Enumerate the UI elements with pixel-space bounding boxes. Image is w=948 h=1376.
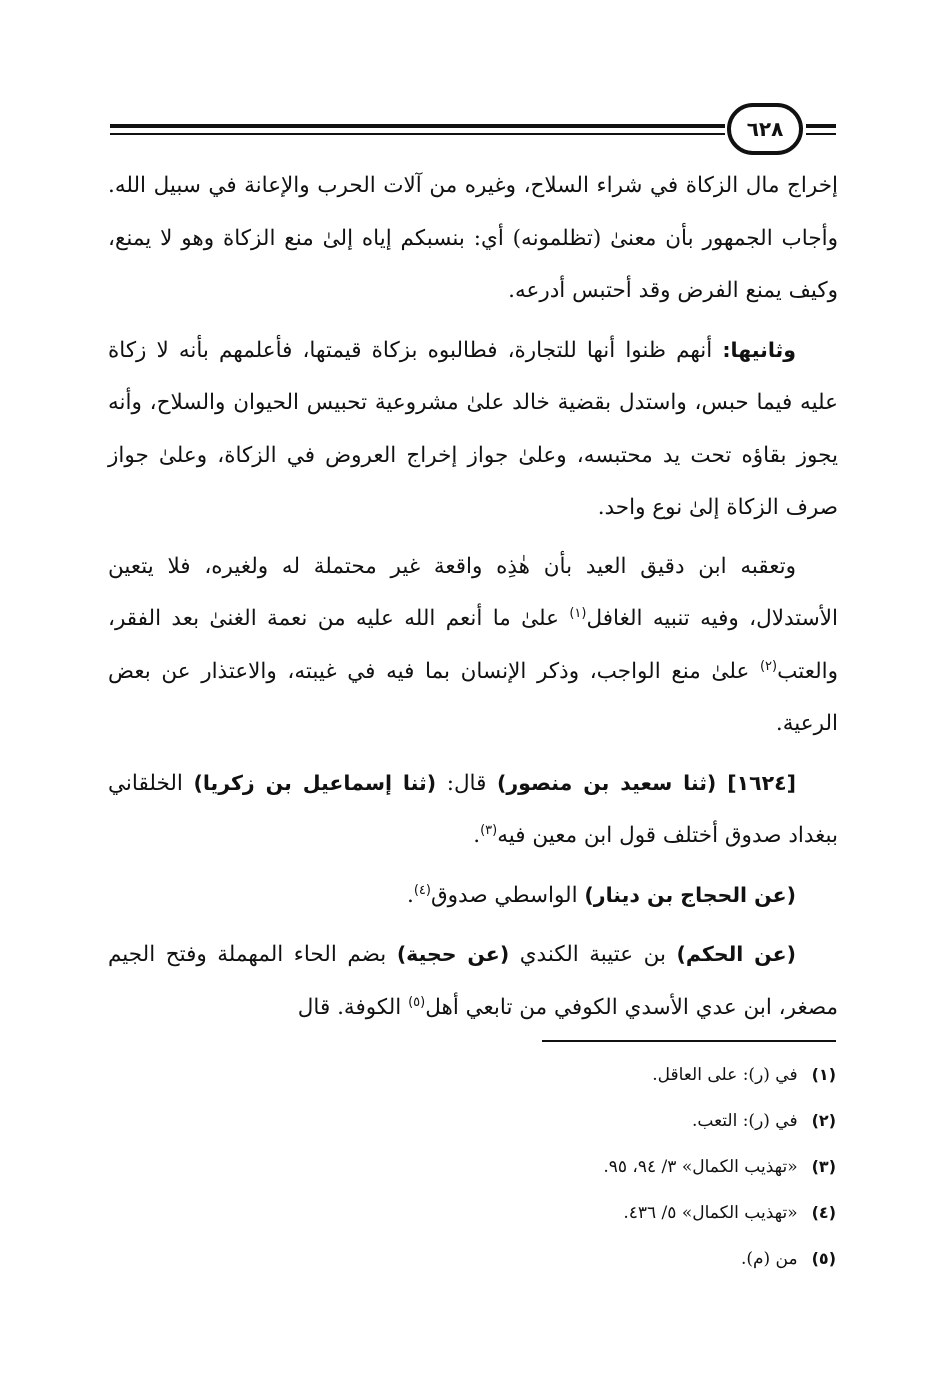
paragraph-3 xyxy=(108,541,838,751)
footnote-ref-3[interactable]: (٣) xyxy=(480,822,498,838)
paragraph-5 xyxy=(108,869,838,923)
narrator-hujayya: (عن حجية) xyxy=(396,942,510,966)
paragraph-1-text: إخراج مال الزكاة في شراء السلاح، وغيره من آلات الحرب والإعانة في سبيل الله. وأجاب الجمهور بأن معنىٰ (تظلمونه) أي: بنسبكم إياه إلىٰ منع الزكاة وهو لا يمنع، وكيف يمنع الفرض وقد أحتبس أدرعه. xyxy=(108,173,838,303)
main-text xyxy=(108,160,838,1040)
hadith-number-narrator: [١٦٢٤] (ثنا سعيد بن منصور) xyxy=(497,770,797,795)
footnote-5-text: من (م). xyxy=(740,1249,798,1269)
paragraph-4-said: قال: xyxy=(436,770,498,796)
paragraph-4-text: الخلقاني ببغداد صدوق أختلف قول ابن معين فيه xyxy=(108,770,838,848)
paragraph-6-text-b: بضم الحاء المهملة وفتح الجيم مصغر، ابن عدي الأسدي الكوفي من تابعي أهل xyxy=(108,942,838,1020)
footnote-2 xyxy=(450,1098,836,1144)
paragraph-3-text-b: علىٰ ما أنعم الله عليه من نعمة الغنىٰ بعد الفقر، والعتب xyxy=(108,606,838,684)
paragraph-6 xyxy=(108,928,838,1034)
header-rule-right-thick xyxy=(806,124,836,128)
paragraph-2-heading: وثانيها: xyxy=(722,337,796,362)
narrator-ismail: (ثنا إسماعيل بن زكريا) xyxy=(193,770,437,795)
paragraph-4-end: . xyxy=(473,823,481,848)
footnote-1 xyxy=(450,1052,836,1098)
paragraph-5-text: الواسطي صدوق xyxy=(430,882,585,908)
footnote-2-number: (٢) xyxy=(811,1111,836,1130)
paragraph-3-text-c: علىٰ منع الواجب، وذكر الإنسان بما فيه في غيبته، والاعتذار عن بعض الرعية. xyxy=(108,658,838,736)
paragraph-5-end: . xyxy=(406,882,414,908)
footnote-3-text: «تهذيب الكمال» ٣/ ٩٤، ٩٥. xyxy=(603,1157,798,1177)
paragraph-2-text: أنهم ظنوا أنها للتجارة، فطالبوه بزكاة قيمتها، فأعلمهم بأنه لا زكاة عليه فيما حبس، واستدل بقضية خالد علىٰ مشروعية تحبيس الحيوان والسلاح، وأنه يجوز بقاؤه تحت يد محتبسه، وعلىٰ جواز إخراج العروض في الزكاة، وعلىٰ جواز صرف الزكاة إلىٰ نوع واحد. xyxy=(108,337,838,520)
footnotes xyxy=(450,1052,836,1282)
paragraph-6-text-a: بن عتيبة الكندي xyxy=(509,942,677,967)
header-rule-thin xyxy=(110,133,725,135)
footnote-2-text: في (ر): التعب. xyxy=(691,1111,798,1131)
paragraph-6-text-c: الكوفة. قال xyxy=(297,994,409,1020)
footnote-4 xyxy=(450,1190,836,1236)
footnote-5-number: (٥) xyxy=(811,1249,836,1268)
footnote-ref-1[interactable]: (١) xyxy=(569,605,587,621)
page-number: ٦٢٨ xyxy=(727,103,803,155)
narrator-hajjaj: (عن الحجاج بن دينار) xyxy=(584,882,796,907)
narrator-hakam: (عن الحكم) xyxy=(676,942,796,966)
footnote-3-number: (٣) xyxy=(811,1157,836,1176)
footnote-3 xyxy=(450,1144,836,1190)
paragraph-2 xyxy=(108,324,838,535)
footnote-separator xyxy=(542,1040,836,1042)
paragraph-4 xyxy=(108,757,838,863)
footnote-4-text: «تهذيب الكمال» ٥/ ٤٣٦. xyxy=(623,1203,798,1223)
footnote-1-text: في (ر): على العاقل. xyxy=(652,1065,798,1085)
header-rule-thick xyxy=(110,124,725,128)
footnote-ref-5[interactable]: (٥) xyxy=(408,994,426,1010)
footnote-ref-2[interactable]: (٢) xyxy=(759,658,778,674)
footnote-ref-4[interactable]: (٤) xyxy=(413,882,431,898)
footnote-1-number: (١) xyxy=(811,1065,836,1084)
footnote-5 xyxy=(450,1236,836,1282)
paragraph-1 xyxy=(108,160,838,318)
header-rule-right-thin xyxy=(806,133,836,135)
paragraph-3-text-a: وتعقبه ابن دقيق العيد بأن هٰذِه واقعة غير محتملة له ولغيره، فلا يتعين الأستدلال، وفيه تنبيه الغافل xyxy=(108,553,838,631)
footnote-4-number: (٤) xyxy=(811,1203,836,1222)
